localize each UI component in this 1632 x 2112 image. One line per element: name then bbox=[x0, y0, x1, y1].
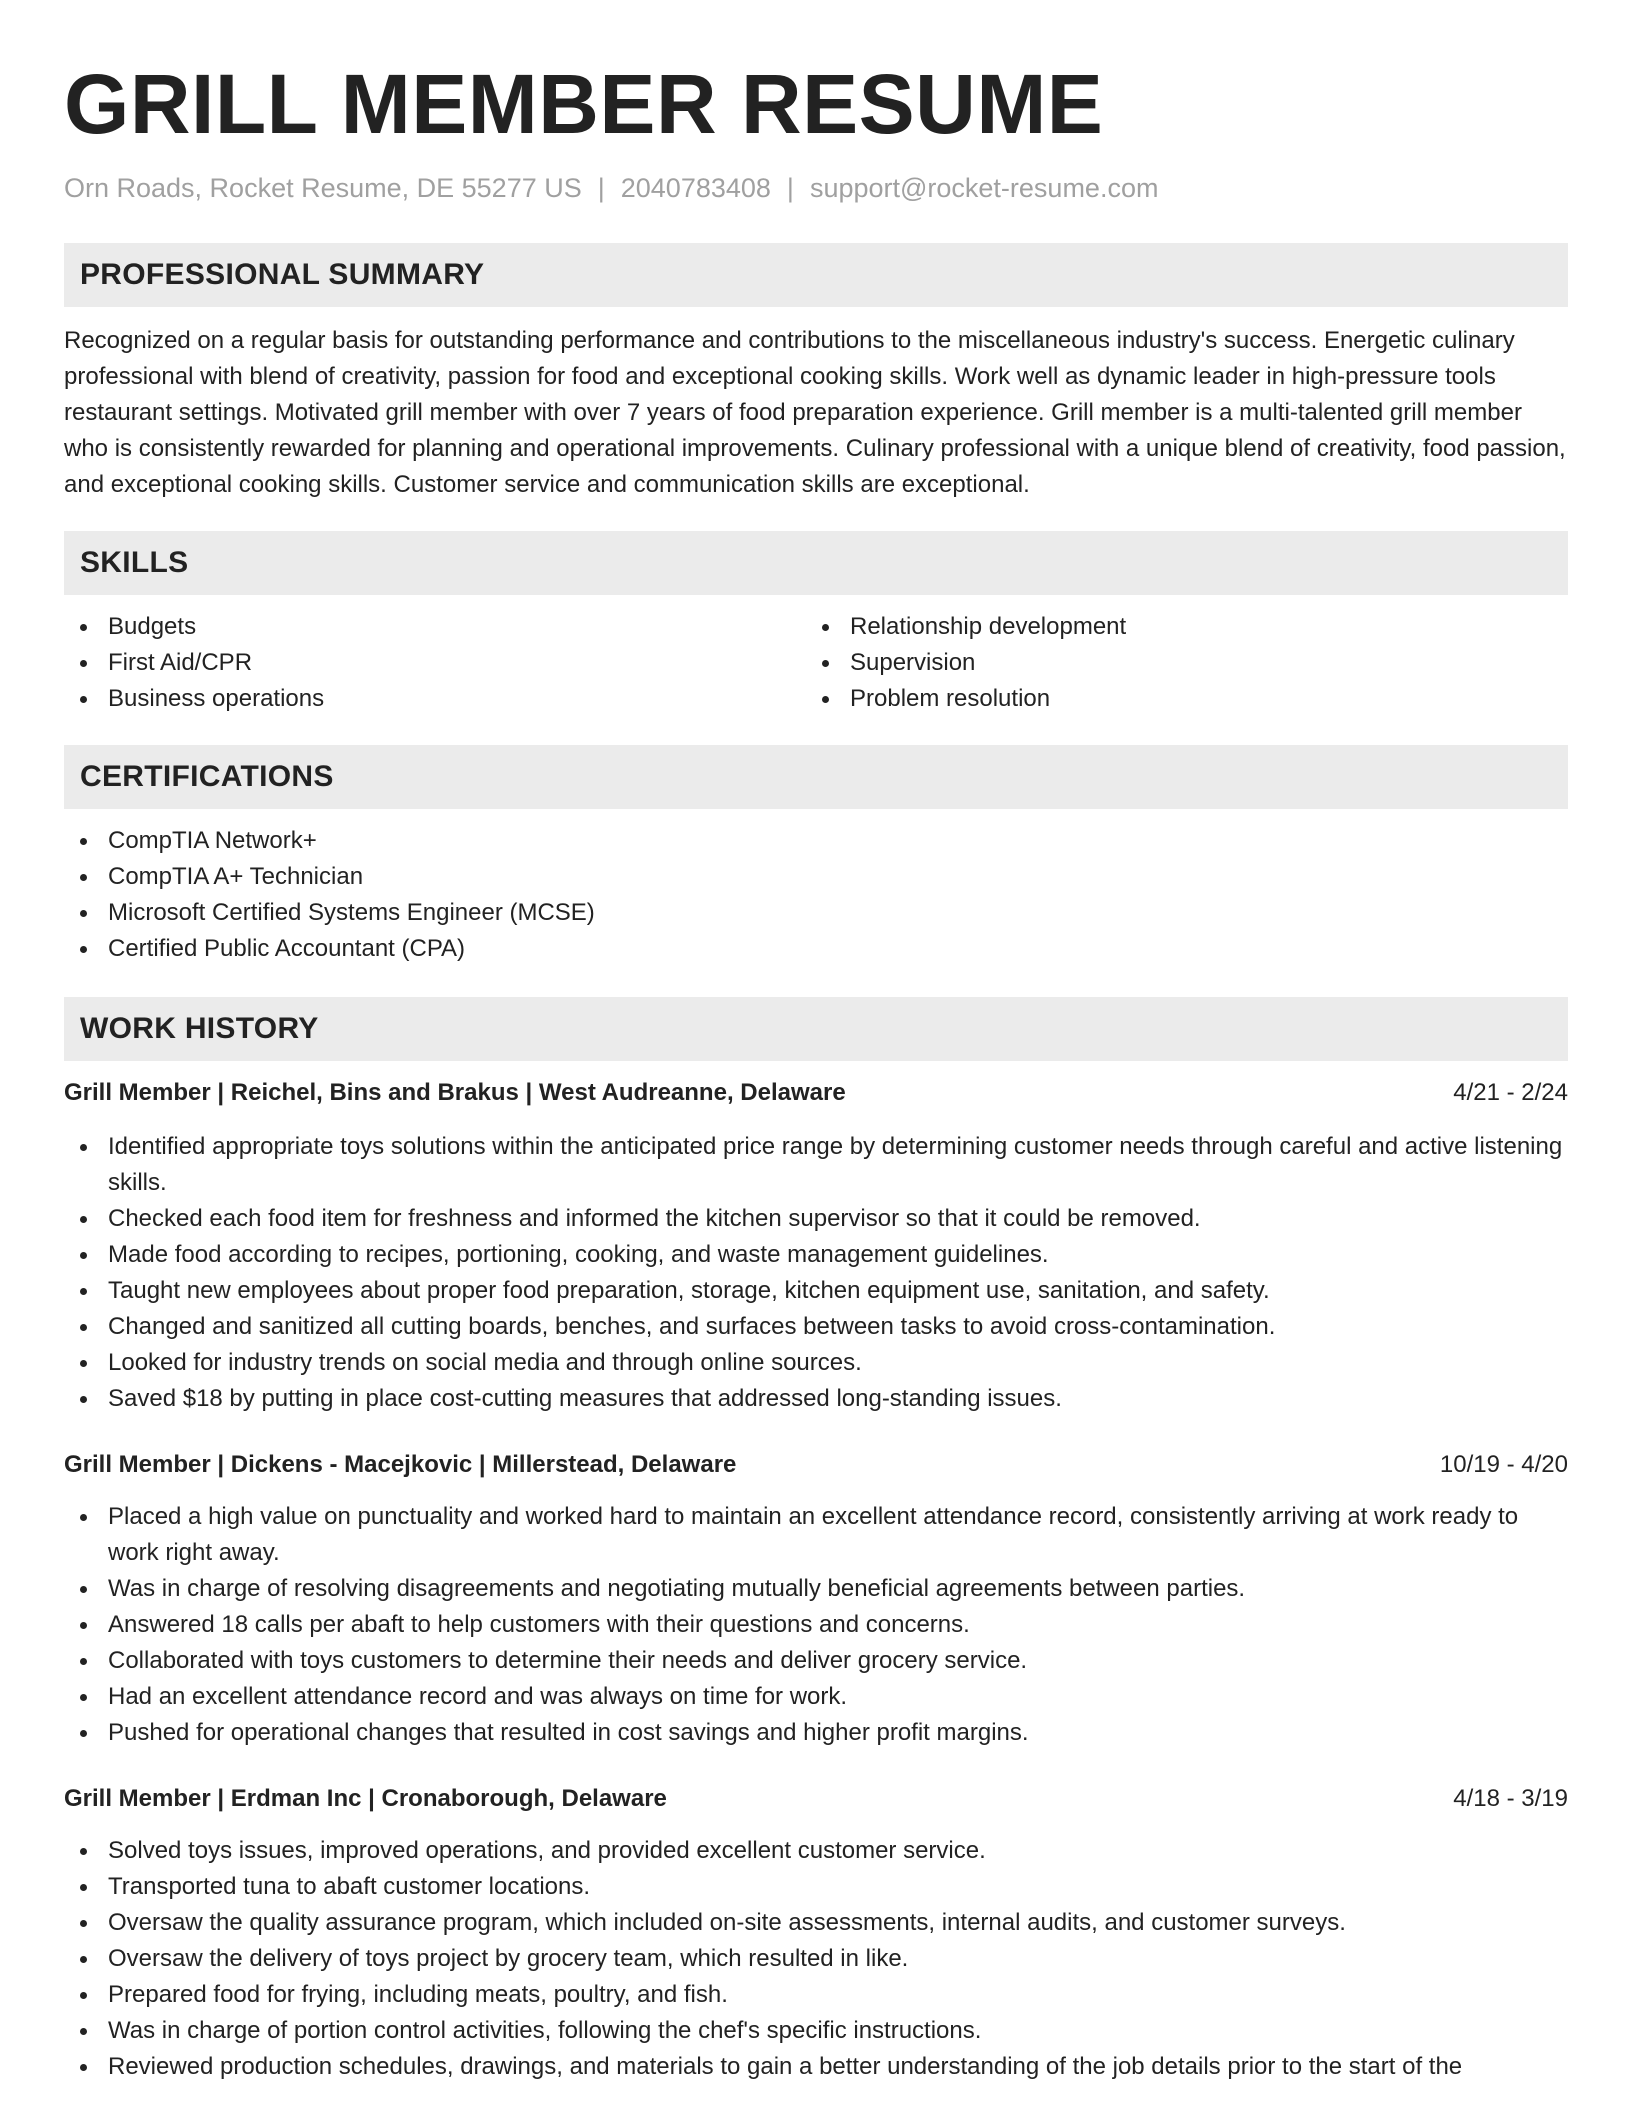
resume-title: GRILL MEMBER RESUME bbox=[64, 57, 1104, 151]
job-header bbox=[64, 1781, 1568, 1817]
job-bullet: Reviewed production schedules, drawings, and materials to gain a better understanding of the job details prior to the start of the bbox=[64, 2049, 1568, 2085]
skill-item: First Aid/CPR bbox=[64, 645, 806, 681]
job-bullet: Changed and sanitized all cutting boards, benches, and surfaces between tasks to avoid cross-contamination. bbox=[64, 1309, 1568, 1345]
skills-list-left bbox=[64, 609, 806, 717]
job-entry bbox=[64, 1447, 1568, 1751]
job-dates: 10/19 - 4/20 bbox=[1439, 1451, 1568, 1478]
job-bullet: Transported tuna to abaft customer locations. bbox=[64, 1869, 1568, 1905]
job-bullet: Looked for industry trends on social media and through online sources. bbox=[64, 1345, 1568, 1381]
certification-item: Certified Public Accountant (CPA) bbox=[64, 931, 1568, 967]
job-title: Grill Member | Erdman Inc | Cronaborough, Delaware bbox=[64, 1785, 667, 1812]
job-bullet: Prepared food for frying, including meats, poultry, and fish. bbox=[64, 1977, 1568, 2013]
job-header bbox=[64, 1075, 1568, 1111]
job-bullet: Taught new employees about proper food preparation, storage, kitchen equipment use, sanitation, and safety. bbox=[64, 1273, 1568, 1309]
job-bullet: Oversaw the delivery of toys project by grocery team, which resulted in like. bbox=[64, 1941, 1568, 1977]
job-bullet: Identified appropriate toys solutions within the anticipated price range by determining customer needs through careful and active listening skills. bbox=[64, 1129, 1568, 1201]
job-bullet: Oversaw the quality assurance program, which included on-site assessments, internal audits, and customer surveys. bbox=[64, 1905, 1568, 1941]
job-dates: 4/21 - 2/24 bbox=[1453, 1079, 1568, 1106]
job-bullet: Was in charge of resolving disagreements and negotiating mutually beneficial agreements between parties. bbox=[64, 1571, 1568, 1607]
skills-list-right bbox=[806, 609, 1548, 717]
job-bullet: Was in charge of portion control activities, following the chef's specific instructions. bbox=[64, 2013, 1568, 2049]
contact-separator: | bbox=[786, 173, 794, 203]
skill-item: Budgets bbox=[64, 609, 806, 645]
job-bullet: Pushed for operational changes that resulted in cost savings and higher profit margins. bbox=[64, 1715, 1568, 1751]
job-bullet: Collaborated with toys customers to determine their needs and deliver grocery service. bbox=[64, 1643, 1568, 1679]
job-dates: 4/18 - 3/19 bbox=[1453, 1785, 1568, 1812]
job-title: Grill Member | Reichel, Bins and Brakus | West Audreanne, Delaware bbox=[64, 1079, 846, 1106]
skills-grid bbox=[64, 609, 1568, 717]
job-bullets bbox=[64, 1499, 1568, 1751]
summary-text: Recognized on a regular basis for outstanding performance and contributions to the miscellaneous industry's success. Energetic culinary professional with blend of creativity, passion for food and exceptional cooking skills. Work well as dynamic leader in high-pressure tools restaurant settings. Motivated grill member with over 7 years of food preparation experience. Grill member is a multi-talented grill member who is consistently rewarded for planning and operational improvements. Culinary professional with a unique blend of creativity, food passion, and exceptional cooking skills. Customer service and communication skills are exceptional. bbox=[64, 327, 1566, 498]
job-bullets bbox=[64, 1129, 1568, 1417]
certifications-list bbox=[64, 823, 1568, 967]
job-bullet: Placed a high value on punctuality and worked hard to maintain an excellent attendance record, consistently arriving at work ready to work right away. bbox=[64, 1499, 1568, 1571]
section-header-skills: SKILLS bbox=[64, 531, 1568, 595]
job-bullet: Had an excellent attendance record and was always on time for work. bbox=[64, 1679, 1568, 1715]
certification-item: CompTIA A+ Technician bbox=[64, 859, 1568, 895]
contact-address: Orn Roads, Rocket Resume, DE 55277 US bbox=[64, 173, 582, 203]
job-bullet: Saved $18 by putting in place cost-cutting measures that addressed long-standing issues. bbox=[64, 1381, 1568, 1417]
job-bullets bbox=[64, 1833, 1568, 2085]
skill-item: Business operations bbox=[64, 681, 806, 717]
job-bullet: Checked each food item for freshness and informed the kitchen supervisor so that it could be removed. bbox=[64, 1201, 1568, 1237]
job-entry bbox=[64, 1781, 1568, 2085]
contact-line bbox=[64, 170, 1568, 206]
contact-email: support@rocket-resume.com bbox=[809, 173, 1159, 203]
job-title: Grill Member | Dickens - Macejkovic | Millerstead, Delaware bbox=[64, 1451, 737, 1478]
skill-item: Relationship development bbox=[806, 609, 1548, 645]
certification-item: CompTIA Network+ bbox=[64, 823, 1568, 859]
job-header bbox=[64, 1447, 1568, 1483]
section-header-work-history: WORK HISTORY bbox=[64, 997, 1568, 1061]
job-entry bbox=[64, 1075, 1568, 1417]
contact-separator: | bbox=[597, 173, 605, 203]
job-bullet: Made food according to recipes, portioning, cooking, and waste management guidelines. bbox=[64, 1237, 1568, 1273]
section-header-summary: PROFESSIONAL SUMMARY bbox=[64, 243, 1568, 307]
section-header-certifications: CERTIFICATIONS bbox=[64, 745, 1568, 809]
skill-item: Supervision bbox=[806, 645, 1548, 681]
contact-phone: 2040783408 bbox=[620, 173, 771, 203]
skill-item: Problem resolution bbox=[806, 681, 1548, 717]
job-bullet: Answered 18 calls per abaft to help customers with their questions and concerns. bbox=[64, 1607, 1568, 1643]
certification-item: Microsoft Certified Systems Engineer (MCSE) bbox=[64, 895, 1568, 931]
job-bullet: Solved toys issues, improved operations, and provided excellent customer service. bbox=[64, 1833, 1568, 1869]
